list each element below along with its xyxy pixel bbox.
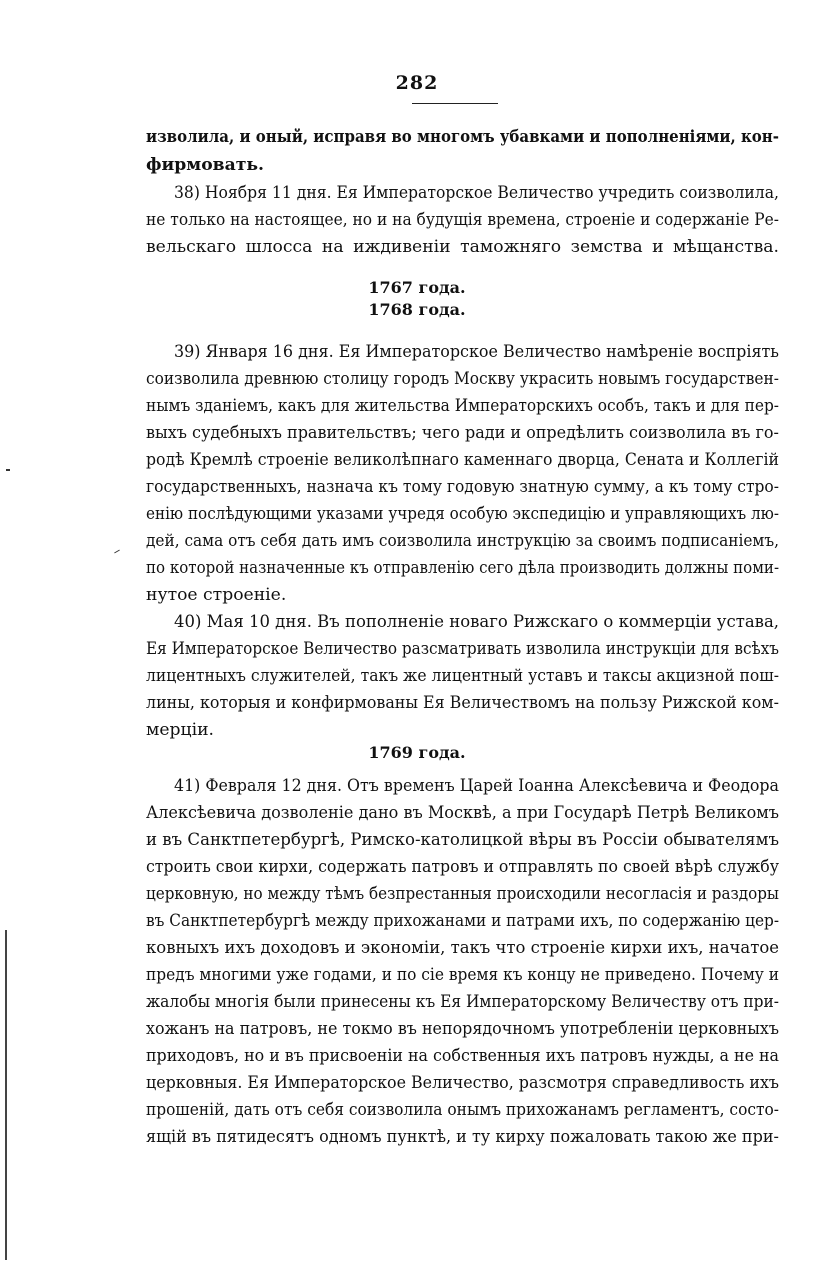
- text-line: [0, 528, 834, 555]
- text-line: [0, 339, 834, 366]
- text-line-content: ковныхъ ихъ доходовъ и экономіи, такъ что строеніе кирхи ихъ, начатое: [146, 938, 779, 958]
- text-line-content: и въ Санктпетербургѣ, Римско-католицкой вѣры въ Россіи обывателямъ: [146, 830, 779, 850]
- page-number-rule: [412, 103, 498, 104]
- text-line-content: выхъ судебныхъ правительствъ; чего ради и опредѣлить соизволила въ го-: [146, 423, 779, 443]
- text-line: [0, 420, 834, 447]
- text-line-content: государственныхъ, назнача къ тому годовую знатную сумму, а къ тому стро-: [146, 477, 779, 497]
- text-line: [0, 827, 834, 854]
- text-line-content: приходовъ, но и въ присвоеніи на собственныя ихъ патровъ нужды, а не на: [146, 1046, 779, 1066]
- text-line-content: церковныя. Ея Императорское Величество, разсмотря справедливость ихъ: [146, 1073, 780, 1093]
- page-number: 282: [395, 72, 439, 94]
- text-line-content: 39) Января 16 дня. Ея Императорское Величество намѣреніе воспріять: [174, 342, 779, 362]
- text-line-content: нутое строеніе.: [146, 585, 287, 605]
- text-line-content: 41) Февраля 12 дня. Отъ временъ Царей Іоанна Алексѣевича и Феодора: [174, 776, 779, 796]
- text-line: [0, 234, 834, 261]
- text-line: [0, 717, 834, 744]
- text-line-content: лины, которыя и конфирмованы Ея Величествомъ на пользу Рижской ком-: [146, 693, 779, 713]
- text-line: [0, 663, 834, 690]
- text-line: [0, 636, 834, 663]
- text-line-content: прошеній, дать отъ себя соизволила онымъ прихожанамъ регламентъ, состо-: [146, 1100, 780, 1120]
- text-line-content: хожанъ на патровъ, не токмо въ непорядочномъ употребленіи церковныхъ: [146, 1019, 780, 1039]
- year-heading-1769: 1769 года.: [368, 743, 466, 762]
- text-line-content: церковную, но между тѣмъ безпрестанныя происходили несогласія и раздоры: [146, 884, 779, 904]
- text-line-content: фирмовать.: [146, 155, 265, 175]
- text-line-content: енію послѣдующими указами учредя особую экспедицію и управляющихъ лю-: [146, 504, 779, 524]
- text-line: [0, 908, 834, 935]
- text-line-content: родѣ Кремлѣ строеніе великолѣпнаго каменнаго дворца, Сената и Коллегій: [146, 450, 779, 470]
- text-line: [0, 207, 834, 234]
- text-line-content: Алексѣевича дозволеніе дано въ Москвѣ, а при Государѣ Петрѣ Великомъ: [146, 803, 780, 823]
- text-line-content: жалобы многія были принесены къ Ея Императорскому Величеству отъ при-: [146, 992, 779, 1012]
- text-line-content: соизволила древнюю столицу городъ Москву украсить новымъ государствен-: [146, 369, 779, 389]
- year-heading-1768: 1768 года.: [368, 300, 466, 319]
- text-line-content: 40) Мая 10 дня. Въ пополненіе новаго Рижскаго о коммерціи устава,: [174, 612, 780, 632]
- text-line: [0, 609, 834, 636]
- text-line: [0, 555, 834, 582]
- text-line-content: предъ многими уже годами, и по сіе время къ концу не приведено. Почему и: [146, 965, 780, 985]
- text-line: [0, 1124, 834, 1151]
- text-line-content: мерціи.: [146, 720, 215, 740]
- text-line: [0, 1016, 834, 1043]
- scan-artifact-mark: [6, 469, 10, 471]
- text-line: [0, 881, 834, 908]
- text-line-content: строить свои кирхи, содержать патровъ и отправлять по своей вѣрѣ службу: [146, 857, 779, 877]
- scan-edge-line: [5, 930, 7, 1260]
- text-line: [0, 124, 834, 151]
- text-line-content: лицентныхъ служителей, такъ же лицентный уставъ и таксы акцизной пош-: [146, 666, 780, 686]
- text-line-content: по которой назначенные къ отправленію сего дѣла производить должны поми-: [146, 558, 780, 578]
- text-line: [0, 1097, 834, 1124]
- text-line: [0, 582, 834, 609]
- text-line: [0, 1043, 834, 1070]
- text-line-content: дей, сама отъ себя дать имъ соизволила инструкцію за своимъ подписаніемъ,: [146, 531, 779, 551]
- text-line: [0, 474, 834, 501]
- text-line-content: ящій въ пятидесятъ одномъ пунктѣ, и ту кирху пожаловать такою же при-: [146, 1127, 779, 1147]
- year-heading-1767: 1767 года.: [368, 278, 466, 297]
- text-line: [0, 854, 834, 881]
- text-line-content: нымъ зданіемъ, какъ для жительства Императорскихъ особъ, такъ и для пер-: [146, 396, 780, 416]
- text-line-content: въ Санктпетербургѣ между прихожанами и патрами ихъ, по содержанію цер-: [146, 911, 780, 931]
- text-line: [0, 690, 834, 717]
- text-line: [0, 366, 834, 393]
- text-line: [0, 1070, 834, 1097]
- text-line: [0, 773, 834, 800]
- text-line: [0, 447, 834, 474]
- text-line: [0, 962, 834, 989]
- text-line: [0, 180, 834, 207]
- text-line-content: изволила, и оный, исправя во многомъ убавками и пополненіями, кон-: [146, 127, 779, 147]
- text-line: [0, 935, 834, 962]
- text-line: [0, 152, 834, 179]
- text-line-content: 38) Ноября 11 дня. Ея Императорское Величество учредить соизволила,: [174, 183, 779, 203]
- text-line-content: вельскаго шлосса на иждивеніи таможняго земства и мѣщанства.: [146, 237, 779, 257]
- text-line: [0, 989, 834, 1016]
- text-line-content: Ея Императорское Величество разсматривать изволила инструкціи для всѣхъ: [146, 639, 780, 659]
- text-line-content: не только на настоящее, но и на будущія времена, строеніе и содержаніе Ре-: [146, 210, 780, 230]
- text-line: [0, 501, 834, 528]
- text-line: [0, 800, 834, 827]
- text-line: [0, 393, 834, 420]
